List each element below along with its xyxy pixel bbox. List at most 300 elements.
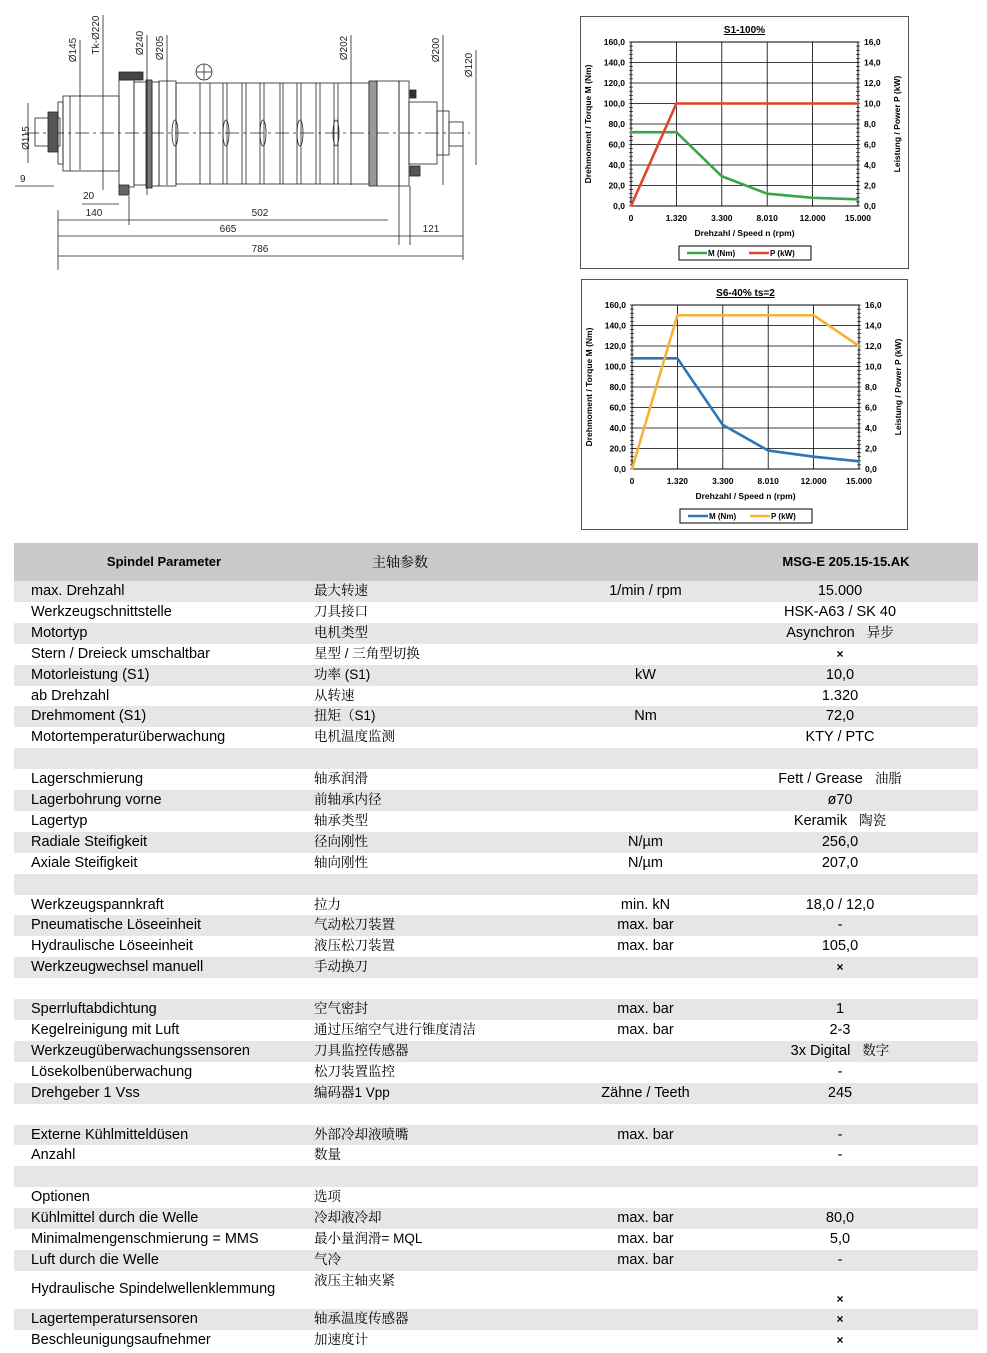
- y-tick-label: 160,0: [604, 300, 626, 310]
- param-value: [742, 874, 978, 895]
- param-unit: [549, 1330, 742, 1351]
- param-value-text: ×: [836, 1311, 844, 1326]
- legend-label: M (Nm): [709, 512, 737, 521]
- table-row: [14, 1083, 978, 1104]
- data-point: [631, 468, 633, 470]
- param-name-de: [14, 623, 314, 644]
- param-unit: max. bar: [549, 1020, 742, 1041]
- param-name-cn: 轴向刚性: [314, 853, 549, 874]
- param-name-cn: 星型 / 三角型切换: [314, 644, 549, 665]
- x-axis-label: Drehzahl / Speed n (rpm): [695, 491, 796, 501]
- y-tick-label: 60,0: [608, 139, 625, 150]
- param-unit: [549, 1145, 742, 1166]
- table-row: [14, 790, 978, 811]
- param-name-cn: 功率 (S1): [314, 665, 549, 686]
- y2-tick-label: 10,0: [864, 98, 881, 109]
- param-name-cn: 电机类型: [314, 623, 549, 644]
- param-unit: [549, 1104, 742, 1125]
- param-value: [742, 1309, 978, 1330]
- param-value: [742, 1062, 978, 1083]
- param-name-cn: 通过压缩空气进行锥度清洁: [314, 1020, 549, 1041]
- table-row: [14, 1229, 978, 1250]
- table-row: [14, 686, 978, 707]
- param-unit: [549, 748, 742, 769]
- param-value: [742, 999, 978, 1020]
- data-point: [677, 314, 679, 316]
- dim-tk220: Tk-Ø220: [91, 15, 102, 55]
- dim-665: 665: [219, 224, 237, 235]
- y2-tick-label: 12,0: [864, 78, 881, 88]
- data-point: [630, 205, 632, 207]
- param-unit: [549, 978, 742, 999]
- param-name-de: [14, 769, 314, 790]
- param-value: [742, 1208, 978, 1229]
- param-value-text: 3x Digital: [790, 1042, 851, 1059]
- param-value-text: ×: [836, 1332, 844, 1347]
- y2-tick-label: 6,0: [864, 139, 876, 150]
- x-tick-label: 15.000: [845, 213, 871, 223]
- param-unit: max. bar: [549, 1250, 742, 1271]
- param-name-de-text: Beschleunigungsaufnehmer: [31, 1331, 211, 1348]
- data-point: [722, 314, 724, 316]
- param-name-de-text: Axiale Steifigkeit: [31, 854, 138, 871]
- param-value: [742, 1125, 978, 1146]
- param-unit: [549, 957, 742, 978]
- param-name-de-text: Kegelreinigung mit Luft: [31, 1021, 180, 1038]
- param-value-text: -: [837, 1251, 843, 1268]
- param-name-cn: 手动换刀: [314, 957, 549, 978]
- param-value: [742, 790, 978, 811]
- param-name-de: [14, 915, 314, 936]
- param-name-de-text: Minimalmengenschmierung = MMS: [31, 1231, 259, 1248]
- table-row: [14, 1104, 978, 1125]
- param-name-de: [14, 581, 314, 602]
- param-unit: max. bar: [549, 1125, 742, 1146]
- param-value: [742, 853, 978, 874]
- param-unit: [549, 1166, 742, 1187]
- param-name-cn: 电机温度监测: [314, 727, 549, 748]
- table-row: [14, 957, 978, 978]
- param-name-cn: 最大转速: [314, 581, 549, 602]
- y-tick-label: 0,0: [614, 464, 626, 474]
- param-name-de: [14, 644, 314, 665]
- table-row: [14, 1020, 978, 1041]
- param-name-de-text: Radiale Steifigkeit: [31, 833, 148, 850]
- x-tick-label: 1.320: [666, 476, 689, 486]
- param-value-text: 105,0: [821, 938, 859, 955]
- chart-title: S6-40% ts=2: [716, 288, 775, 299]
- param-name-de-text: Anzahl: [31, 1147, 76, 1164]
- param-value-text: 256,0: [821, 833, 859, 850]
- y2-tick-label: 8,0: [865, 382, 877, 392]
- y2-tick-label: 6,0: [865, 402, 877, 413]
- y-tick-label: 120,0: [604, 341, 626, 351]
- param-name-de: [14, 874, 314, 895]
- param-value-cn: 油脂: [874, 771, 902, 787]
- y-tick-label: 120,0: [603, 78, 625, 88]
- legend-label: P (kW): [770, 249, 795, 258]
- legend-label: P (kW): [771, 512, 796, 521]
- y2-tick-label: 12,0: [865, 341, 882, 351]
- y2-tick-label: 14,0: [864, 57, 881, 68]
- y-axis-label: Drehmoment / Torque M (Nm): [584, 327, 594, 447]
- param-name-de-text: Lagerbohrung vorne: [31, 792, 162, 809]
- param-name-cn: 气冷: [314, 1250, 549, 1271]
- y2-tick-label: 16,0: [864, 37, 881, 47]
- param-name-de: [14, 748, 314, 769]
- dim-d240: Ø240: [135, 30, 146, 56]
- x-tick-label: 8.010: [757, 476, 779, 486]
- dim-d145: Ø145: [68, 37, 79, 63]
- param-value-text: 80,0: [825, 1210, 855, 1227]
- y2-axis-label: Leistung / Power P (kW): [892, 75, 902, 173]
- data-point: [631, 358, 633, 360]
- param-unit: N/µm: [549, 832, 742, 853]
- data-point: [677, 358, 679, 360]
- param-unit: [549, 790, 742, 811]
- y-tick-label: 140,0: [603, 57, 625, 68]
- param-name-de: [14, 1187, 314, 1208]
- table-row: [14, 1330, 978, 1351]
- x-tick-label: 3.300: [712, 476, 734, 486]
- header-cn: 主轴参数: [314, 543, 549, 581]
- param-value: [742, 602, 978, 623]
- param-value: [742, 623, 978, 644]
- param-value: [742, 665, 978, 686]
- table-header: [14, 543, 978, 581]
- param-name-cn: 冷却液冷却: [314, 1208, 549, 1229]
- chart-s6-svg: [582, 280, 907, 529]
- param-name-de-text: ab Drehzahl: [31, 687, 110, 704]
- param-value: [742, 644, 978, 665]
- table-row: [14, 1166, 978, 1187]
- param-name-cn: 刀具监控传感器: [314, 1041, 549, 1062]
- param-value-text: ×: [836, 1291, 844, 1306]
- param-value: [742, 1166, 978, 1187]
- param-name-cn: 液压主轴夹紧: [314, 1271, 549, 1309]
- param-name-de: [14, 706, 314, 727]
- param-unit: [549, 623, 742, 644]
- x-tick-label: 8.010: [756, 213, 778, 223]
- param-value-text: 18,0 / 12,0: [805, 896, 875, 913]
- param-value: [742, 957, 978, 978]
- param-value: [742, 706, 978, 727]
- y2-tick-label: 2,0: [865, 443, 877, 454]
- param-unit: min. kN: [549, 895, 742, 916]
- param-name-de: [14, 727, 314, 748]
- y-tick-label: 140,0: [604, 320, 626, 331]
- param-name-cn: 外部冷却液喷嘴: [314, 1125, 549, 1146]
- legend-label: M (Nm): [708, 249, 736, 258]
- y2-tick-label: 0,0: [864, 201, 876, 211]
- param-value: [742, 811, 978, 832]
- param-value-text: ×: [836, 646, 844, 661]
- param-unit: Nm: [549, 706, 742, 727]
- param-value: [742, 1041, 978, 1062]
- table-row: [14, 706, 978, 727]
- param-name-cn: [314, 1104, 549, 1125]
- y2-tick-label: 4,0: [865, 423, 877, 433]
- param-value-text: -: [837, 917, 843, 934]
- dim-d202: Ø202: [339, 35, 350, 61]
- x-tick-label: 0: [629, 476, 635, 486]
- header-unit: [549, 543, 742, 581]
- front-housing: [63, 96, 119, 171]
- table-row: [14, 748, 978, 769]
- y-tick-label: 80,0: [609, 382, 626, 392]
- y-tick-label: 0,0: [613, 201, 625, 211]
- param-name-de: [14, 1309, 314, 1330]
- param-value-text: 1: [835, 1001, 845, 1018]
- x-tick-label: 12.000: [799, 213, 826, 223]
- param-value-text: 207,0: [821, 854, 859, 871]
- param-name-de-text: Werkzeugschnittstelle: [31, 603, 172, 620]
- data-point: [676, 131, 678, 133]
- table-row: [14, 1125, 978, 1146]
- param-name-cn: 从转速: [314, 686, 549, 707]
- param-name-de-text: Kühlmittel durch die Welle: [31, 1210, 199, 1227]
- data-point: [767, 314, 769, 316]
- param-unit: [549, 1271, 742, 1309]
- table-row: [14, 1062, 978, 1083]
- param-value: [742, 686, 978, 707]
- param-name-de-text: Werkzeugüberwachungssensoren: [31, 1042, 250, 1059]
- table-row: [14, 1145, 978, 1166]
- y-axis-label: Drehmoment / Torque M (Nm): [583, 64, 593, 184]
- param-value-text: 2-3: [829, 1021, 851, 1038]
- table-row: [14, 832, 978, 853]
- param-unit: kW: [549, 665, 742, 686]
- param-name-cn: 选项: [314, 1187, 549, 1208]
- table-row: [14, 811, 978, 832]
- param-name-de-text: Werkzeugwechsel manuell: [31, 959, 204, 976]
- param-value-cn: 陶瓷: [859, 812, 887, 828]
- data-point: [722, 424, 724, 426]
- param-name-cn: 松刀装置监控: [314, 1062, 549, 1083]
- param-name-de-text: Sperrluftabdichtung: [31, 1001, 157, 1018]
- param-value: [742, 832, 978, 853]
- data-point: [812, 197, 814, 199]
- chart-s6: [581, 279, 908, 530]
- data-point: [857, 103, 859, 105]
- param-name-de: [14, 957, 314, 978]
- table-row: [14, 1187, 978, 1208]
- chart-s1-svg: [581, 17, 908, 268]
- param-name-cn: 扭矩（S1): [314, 706, 549, 727]
- param-unit: max. bar: [549, 1208, 742, 1229]
- param-value-text: -: [837, 1147, 843, 1164]
- param-name-de-text: Optionen: [31, 1189, 90, 1206]
- param-name-de: [14, 1041, 314, 1062]
- data-point: [630, 131, 632, 133]
- param-value: [742, 748, 978, 769]
- table-row: [14, 874, 978, 895]
- x-tick-label: 1.320: [665, 213, 688, 223]
- dim-20: 20: [83, 191, 95, 202]
- param-name-cn: [314, 874, 549, 895]
- table-row: [14, 1271, 978, 1309]
- x-tick-label: 3.300: [711, 213, 733, 223]
- y-tick-label: 60,0: [609, 402, 626, 413]
- param-value: [742, 1145, 978, 1166]
- dim-d205: Ø205: [155, 35, 166, 61]
- param-name-de: [14, 1208, 314, 1229]
- param-name-de: [14, 1020, 314, 1041]
- data-point: [766, 103, 768, 105]
- param-value: [742, 727, 978, 748]
- param-name-de-text: Externe Kühlmitteldüsen: [31, 1126, 189, 1143]
- data-point: [676, 103, 678, 105]
- param-unit: N/µm: [549, 853, 742, 874]
- table-row: [14, 1041, 978, 1062]
- chart-title: S1-100%: [723, 25, 766, 36]
- x-tick-label: 15.000: [846, 476, 872, 486]
- param-name-cn: 前轴承内径: [314, 790, 549, 811]
- param-name-de: [14, 1062, 314, 1083]
- y2-tick-label: 0,0: [865, 464, 877, 474]
- param-name-cn: 气动松刀装置: [314, 915, 549, 936]
- motor-body: [176, 83, 369, 184]
- param-name-de-text: Motorleistung (S1): [31, 666, 150, 683]
- data-point: [766, 193, 768, 195]
- data-point: [813, 456, 815, 458]
- param-name-de: [14, 978, 314, 999]
- param-name-de-text: Lagertyp: [31, 812, 88, 829]
- param-value-text: -: [837, 1063, 843, 1080]
- param-name-de: [14, 895, 314, 916]
- param-unit: [549, 686, 742, 707]
- param-unit: [549, 1062, 742, 1083]
- param-unit: Zähne / Teeth: [549, 1083, 742, 1104]
- param-name-de: [14, 1083, 314, 1104]
- table-row: [14, 853, 978, 874]
- param-unit: [549, 769, 742, 790]
- param-value: [742, 915, 978, 936]
- param-name-de: [14, 936, 314, 957]
- y2-axis-label: Leistung / Power P (kW): [893, 338, 903, 436]
- param-value-text: KTY / PTC: [805, 729, 875, 746]
- param-unit: 1/min / rpm: [549, 581, 742, 602]
- param-name-de: [14, 1125, 314, 1146]
- y2-tick-label: 8,0: [864, 119, 876, 129]
- param-unit: [549, 1309, 742, 1330]
- param-name-cn: 编码器1 Vpp: [314, 1083, 549, 1104]
- param-value-cn: 数字: [862, 1042, 890, 1058]
- dim-502: 502: [251, 208, 269, 219]
- dim-9: 9: [20, 174, 26, 185]
- param-value: [742, 1104, 978, 1125]
- table-row: [14, 1250, 978, 1271]
- y2-tick-label: 14,0: [865, 320, 882, 331]
- param-name-de-text: Hydraulische Spindelwellenklemmung: [31, 1281, 276, 1298]
- param-name-de: [14, 790, 314, 811]
- table-row: [14, 769, 978, 790]
- param-name-de: [14, 1104, 314, 1125]
- y-tick-label: 100,0: [603, 98, 625, 109]
- param-value: [742, 1250, 978, 1271]
- param-unit: [549, 1187, 742, 1208]
- param-name-de-text: Drehgeber 1 Vss: [31, 1084, 140, 1101]
- param-value-text: 5,0: [829, 1231, 851, 1248]
- param-name-cn: 拉力: [314, 895, 549, 916]
- param-name-cn: 加速度计: [314, 1330, 549, 1351]
- param-value-text: Asynchron: [786, 624, 855, 641]
- param-value-text: Keramik: [793, 812, 848, 829]
- param-value-text: 245: [827, 1084, 853, 1101]
- x-tick-label: 12.000: [800, 476, 827, 486]
- param-value-text: 1.320: [821, 687, 859, 704]
- param-name-de: [14, 1330, 314, 1351]
- header-de: Spindel Parameter: [14, 543, 314, 581]
- y-tick-label: 40,0: [608, 160, 625, 170]
- param-name-cn: 数量: [314, 1145, 549, 1166]
- table-row: [14, 895, 978, 916]
- table-row: [14, 644, 978, 665]
- param-value: [742, 895, 978, 916]
- param-value: [742, 1187, 978, 1208]
- param-value: [742, 1083, 978, 1104]
- param-value-cn: 异步: [866, 624, 894, 640]
- spec-table: [14, 543, 978, 1351]
- param-value-text: 15.000: [817, 583, 863, 599]
- param-name-cn: [314, 1166, 549, 1187]
- table-row: [14, 623, 978, 644]
- dim-786: 786: [251, 244, 269, 255]
- param-name-cn: 空气密封: [314, 999, 549, 1020]
- param-name-cn: 轴承温度传感器: [314, 1309, 549, 1330]
- param-name-cn: 最小量润滑= MQL: [314, 1229, 549, 1250]
- param-value-text: ø70: [827, 792, 853, 809]
- param-unit: [549, 1041, 742, 1062]
- table-row: [14, 936, 978, 957]
- dim-d115: Ø115: [21, 126, 32, 150]
- y2-tick-label: 2,0: [864, 180, 876, 191]
- table-row: [14, 581, 978, 602]
- table-row: [14, 727, 978, 748]
- param-name-de: [14, 665, 314, 686]
- param-name-de: [14, 1250, 314, 1271]
- param-name-de: [14, 1229, 314, 1250]
- param-value-text: 10,0: [825, 666, 855, 683]
- param-unit: [549, 602, 742, 623]
- chart-s1: [580, 16, 909, 269]
- param-name-cn: 径向刚性: [314, 832, 549, 853]
- param-value: [742, 1330, 978, 1351]
- table-row: [14, 978, 978, 999]
- param-value-text: Fett / Grease: [778, 771, 863, 788]
- param-name-de-text: Hydraulische Löseeinheit: [31, 938, 194, 955]
- param-name-de-text: Pneumatische Löseeinheit: [31, 917, 202, 934]
- param-unit: max. bar: [549, 1229, 742, 1250]
- param-name-de: [14, 1166, 314, 1187]
- param-unit: [549, 644, 742, 665]
- table-row: [14, 999, 978, 1020]
- param-name-de: [14, 686, 314, 707]
- param-name-de: [14, 1271, 314, 1309]
- param-value-text: -: [837, 1126, 843, 1143]
- y-tick-label: 20,0: [608, 180, 625, 191]
- param-name-de-text: Lagertemperatursensoren: [31, 1310, 198, 1327]
- data-point: [813, 314, 815, 316]
- param-name-de-text: max. Drehzahl: [31, 583, 125, 599]
- spindle-drawing: [10, 10, 490, 270]
- param-name-de-text: Werkzeugspannkraft: [31, 896, 164, 913]
- param-value: [742, 936, 978, 957]
- y2-tick-label: 16,0: [865, 300, 882, 310]
- param-value-text: ×: [836, 960, 844, 975]
- param-unit: [549, 874, 742, 895]
- table-row: [14, 602, 978, 623]
